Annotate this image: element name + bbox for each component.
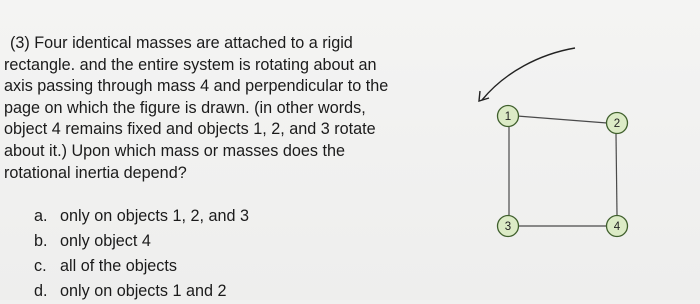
figure-svg — [470, 40, 650, 250]
top-side — [517, 116, 607, 123]
question-line: rectangle. and the entire system is rotating about an — [4, 55, 377, 74]
question-line: (3) Four identical masses are attached to a rigid — [10, 34, 353, 52]
choice-a[interactable] — [34, 204, 249, 229]
rigid-rectangle-figure — [470, 40, 650, 250]
choice-text: only on objects 1 and 2 — [60, 282, 227, 300]
question-line: object 4 remains fixed and objects 1, 2, and 3 rotate — [4, 120, 376, 139]
mass-4 — [607, 216, 628, 237]
mass-2-label: 2 — [613, 118, 621, 130]
mass-3 — [498, 216, 519, 237]
choice-text: only object 4 — [60, 232, 151, 250]
choice-d[interactable] — [34, 279, 249, 304]
choice-text: all of the objects — [60, 257, 177, 275]
mass-1 — [498, 106, 519, 127]
choice-text: only on objects 1, 2, and 3 — [60, 207, 249, 225]
question-text — [4, 33, 424, 184]
question-line: page on which the figure is drawn. (in other words, — [4, 98, 366, 117]
mass-3-label: 3 — [504, 221, 512, 233]
question-line: about it.) Upon which mass or masses does the — [4, 141, 345, 160]
question-line: rotational inertia depend? — [4, 163, 187, 182]
mass-4-label: 4 — [613, 221, 621, 233]
arrowhead-icon — [479, 91, 489, 101]
rotation-arrow-icon — [482, 48, 575, 100]
choice-letter: a. — [34, 207, 48, 225]
question-line: axis passing through mass 4 and perpendicular to the — [4, 77, 389, 96]
mass-1-label: 1 — [504, 111, 512, 123]
choice-letter: d. — [34, 282, 48, 300]
right-side — [616, 134, 617, 215]
choice-letter: b. — [34, 232, 48, 250]
choice-b[interactable] — [34, 229, 249, 254]
answer-choices — [34, 204, 249, 304]
choice-letter: c. — [34, 257, 47, 275]
choice-c[interactable] — [34, 254, 249, 279]
mass-2 — [607, 113, 628, 134]
